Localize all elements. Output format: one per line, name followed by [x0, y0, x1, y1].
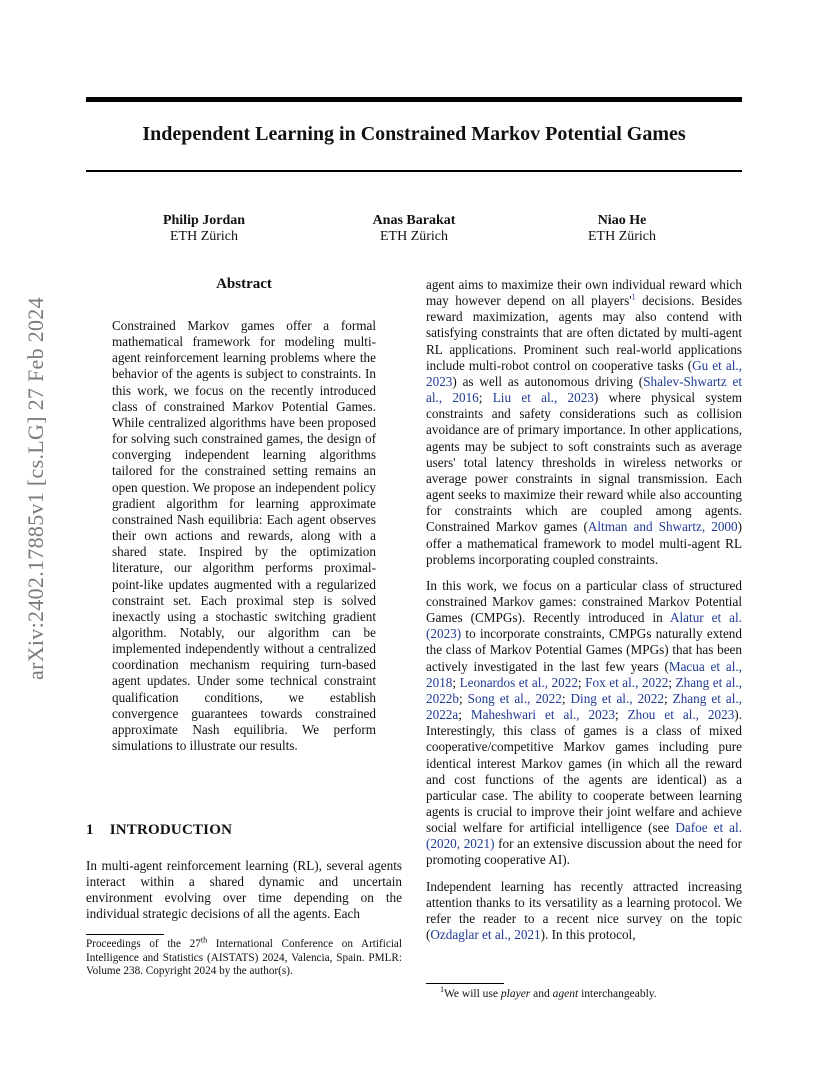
author-1: [104, 213, 304, 245]
proceedings-footnote: Proceedings of the 27th International Conference on Artificial Intelligence and Statistics (AISTATS) 2024, Valencia, Spain. PMLR: Volume 238. Copyright 2024 by the author(s).: [86, 935, 402, 978]
citation-link[interactable]: Alatur et al. (2023): [426, 610, 742, 642]
abstract-text: Constrained Markov games offer a formal mathematical framework for modeling multi-agent reinforcement learning problems where the behavior of the agents is subject to constraints. In this work, we focus on the recently introduced class of constrained Markov Potential Games. While centralized algorithms have been proposed for solving such constrained games, the design of converging independent learning algorithms tailored for the constrained setting remains an open question. We propose an independent policy gradient algorithm for learning approximate constrained Nash equilibria: Each agent observes their own actions and rewards, along with a shared state. Inspired by the optimization literature, our algorithm performs proximal-point-like updates augmented with a regularized constraint set. Each proximal step is solved inexactly using a stochastic switching gradient algorithm. Notably, our algorithm can be implemented independently without a centralized coordination mechanism requiring turn-based agent updates. Under some technical constraint qualification conditions, we establish convergence guarantees towards constrained approximate Nash equilibria. We perform simulations to illustrate our results.: [112, 318, 376, 754]
paragraph-motivation: agent aims to maximize their own individual reward which may however depend on all players'$^1$ decisions. Besides reward maximization, agents may also contend with satisfying constraints that are often dictated by multi-agent RL applications. Prominent such real-world applications include multi-robot control on cooperative tasks (Gu et al., 2023) as well as autonomous driving (Shalev-Shwartz et al., 2016; Liu et al., 2023) where physical system constraints and safety considerations such as collision avoidance are of primary importance. In other applications, agents may be subject to soft constraints such as average users' total latency thresholds in wireless networks or average power constraints in signal transmission. Each agent seeks to maximize their reward while also accounting for constraints which are coupled among agents. Constrained Markov games (Altman and Shwartz, 2000) offer a mathematical framework to model multi-agent RL problems incorporating coupled constraints.: [426, 277, 743, 567]
author-3: [522, 213, 722, 245]
citation-link[interactable]: Shalev-Shwartz et al., 2016: [426, 373, 742, 406]
player-agent-footnote: $^1$We will use player and agent interchangeably.: [440, 985, 657, 1000]
footnote-rule: [426, 983, 504, 984]
title-rule-top: [86, 97, 742, 102]
intro-text: In multi-agent reinforcement learning (RL), several agents interact within a shared dynamic and uncertain environment evolving over time depending on the individual strategic decisions of all the agents. Each: [86, 858, 402, 922]
citation-link[interactable]: Ozdaglar et al., 2021: [430, 927, 541, 943]
citation-link[interactable]: Dafoe et al. (2020, 2021): [426, 820, 742, 852]
citation-link[interactable]: Zhang et al., 2022b: [426, 674, 742, 706]
abstract-heading: Abstract: [216, 276, 272, 292]
footnote-marker[interactable]: 1: [631, 292, 636, 302]
author-affiliation: ETH Zürich: [379, 229, 449, 244]
footnote-rule: [86, 934, 164, 935]
citation-link[interactable]: Ding et al., 2022: [570, 690, 664, 706]
author-2: [314, 213, 514, 245]
author-affiliation: ETH Zürich: [169, 229, 239, 244]
section-number: 1: [86, 822, 94, 838]
citation-link[interactable]: Leonardos et al., 2022: [459, 674, 578, 690]
author-name: Philip Jordan: [162, 213, 246, 228]
paper-title: Independent Learning in Constrained Markov Potential Games: [142, 123, 686, 145]
citation-link[interactable]: Fox et al., 2022: [585, 674, 669, 690]
citation-link[interactable]: Macua et al., 2018: [426, 658, 742, 690]
author-name: Niao He: [597, 213, 647, 228]
citation-link[interactable]: Maheshwari et al., 2023: [470, 707, 615, 723]
title-rule-bottom: [86, 170, 742, 172]
section-heading: [86, 822, 232, 839]
abstract-body: [112, 318, 376, 754]
author-affiliation: ETH Zürich: [587, 229, 657, 244]
citation-link[interactable]: Song et al., 2022: [467, 690, 562, 706]
citation-link[interactable]: Altman and Shwartz, 2000: [587, 519, 738, 535]
citation-link[interactable]: Zhou et al., 2023: [627, 707, 735, 723]
intro-paragraph: [86, 858, 402, 923]
citation-link[interactable]: Gu et al., 2023: [426, 357, 743, 389]
paragraph-independent-learning: Independent learning has recently attracted increasing attention thanks to its versatility as a learning protocol. We refer the reader to a recent nice survey on the topic (Ozdaglar et al., 2021). In this protocol,: [426, 878, 742, 943]
citation-link[interactable]: Zhang et al., 2022a: [426, 690, 742, 723]
right-column: [426, 277, 742, 943]
citation-link[interactable]: Liu et al., 2023: [492, 390, 594, 406]
author-name: Anas Barakat: [372, 213, 456, 228]
section-title: INTRODUCTION: [109, 822, 233, 838]
arxiv-identifier: arXiv:2402.17885v1 [cs.LG] 27 Feb 2024: [23, 297, 48, 680]
paragraph-cmpg: In this work, we focus on a particular class of structured constrained Markov games: constrained Markov Potential Games (CMPGs). Recently introduced in Alatur et al. (2023) to incorporate constraints, CMPGs naturally extend the class of Markov Potential Games (MPGs) that has been actively investigated in the last few years (Macua et al., 2018; Leonardos et al., 2022; Fox et al., 2022; Zhang et al., 2022b; Song et al., 2022; Ding et al., 2022; Zhang et al., 2022a; Maheshwari et al., 2023; Zhou et al., 2023). Interestingly, this class of games is a class of mixed cooperative/competitive Markov games including pure identical interest Markov games (in which all the reward and cost functions of the agents are identical) as a particular case. The ability to cooperate between learning agents is crucial to improve their joint welfare and achieve social welfare for artificial intelligence (see Dafoe et al. (2020, 2021) for an extensive discussion about the need for promoting cooperative AI).: [426, 577, 742, 868]
